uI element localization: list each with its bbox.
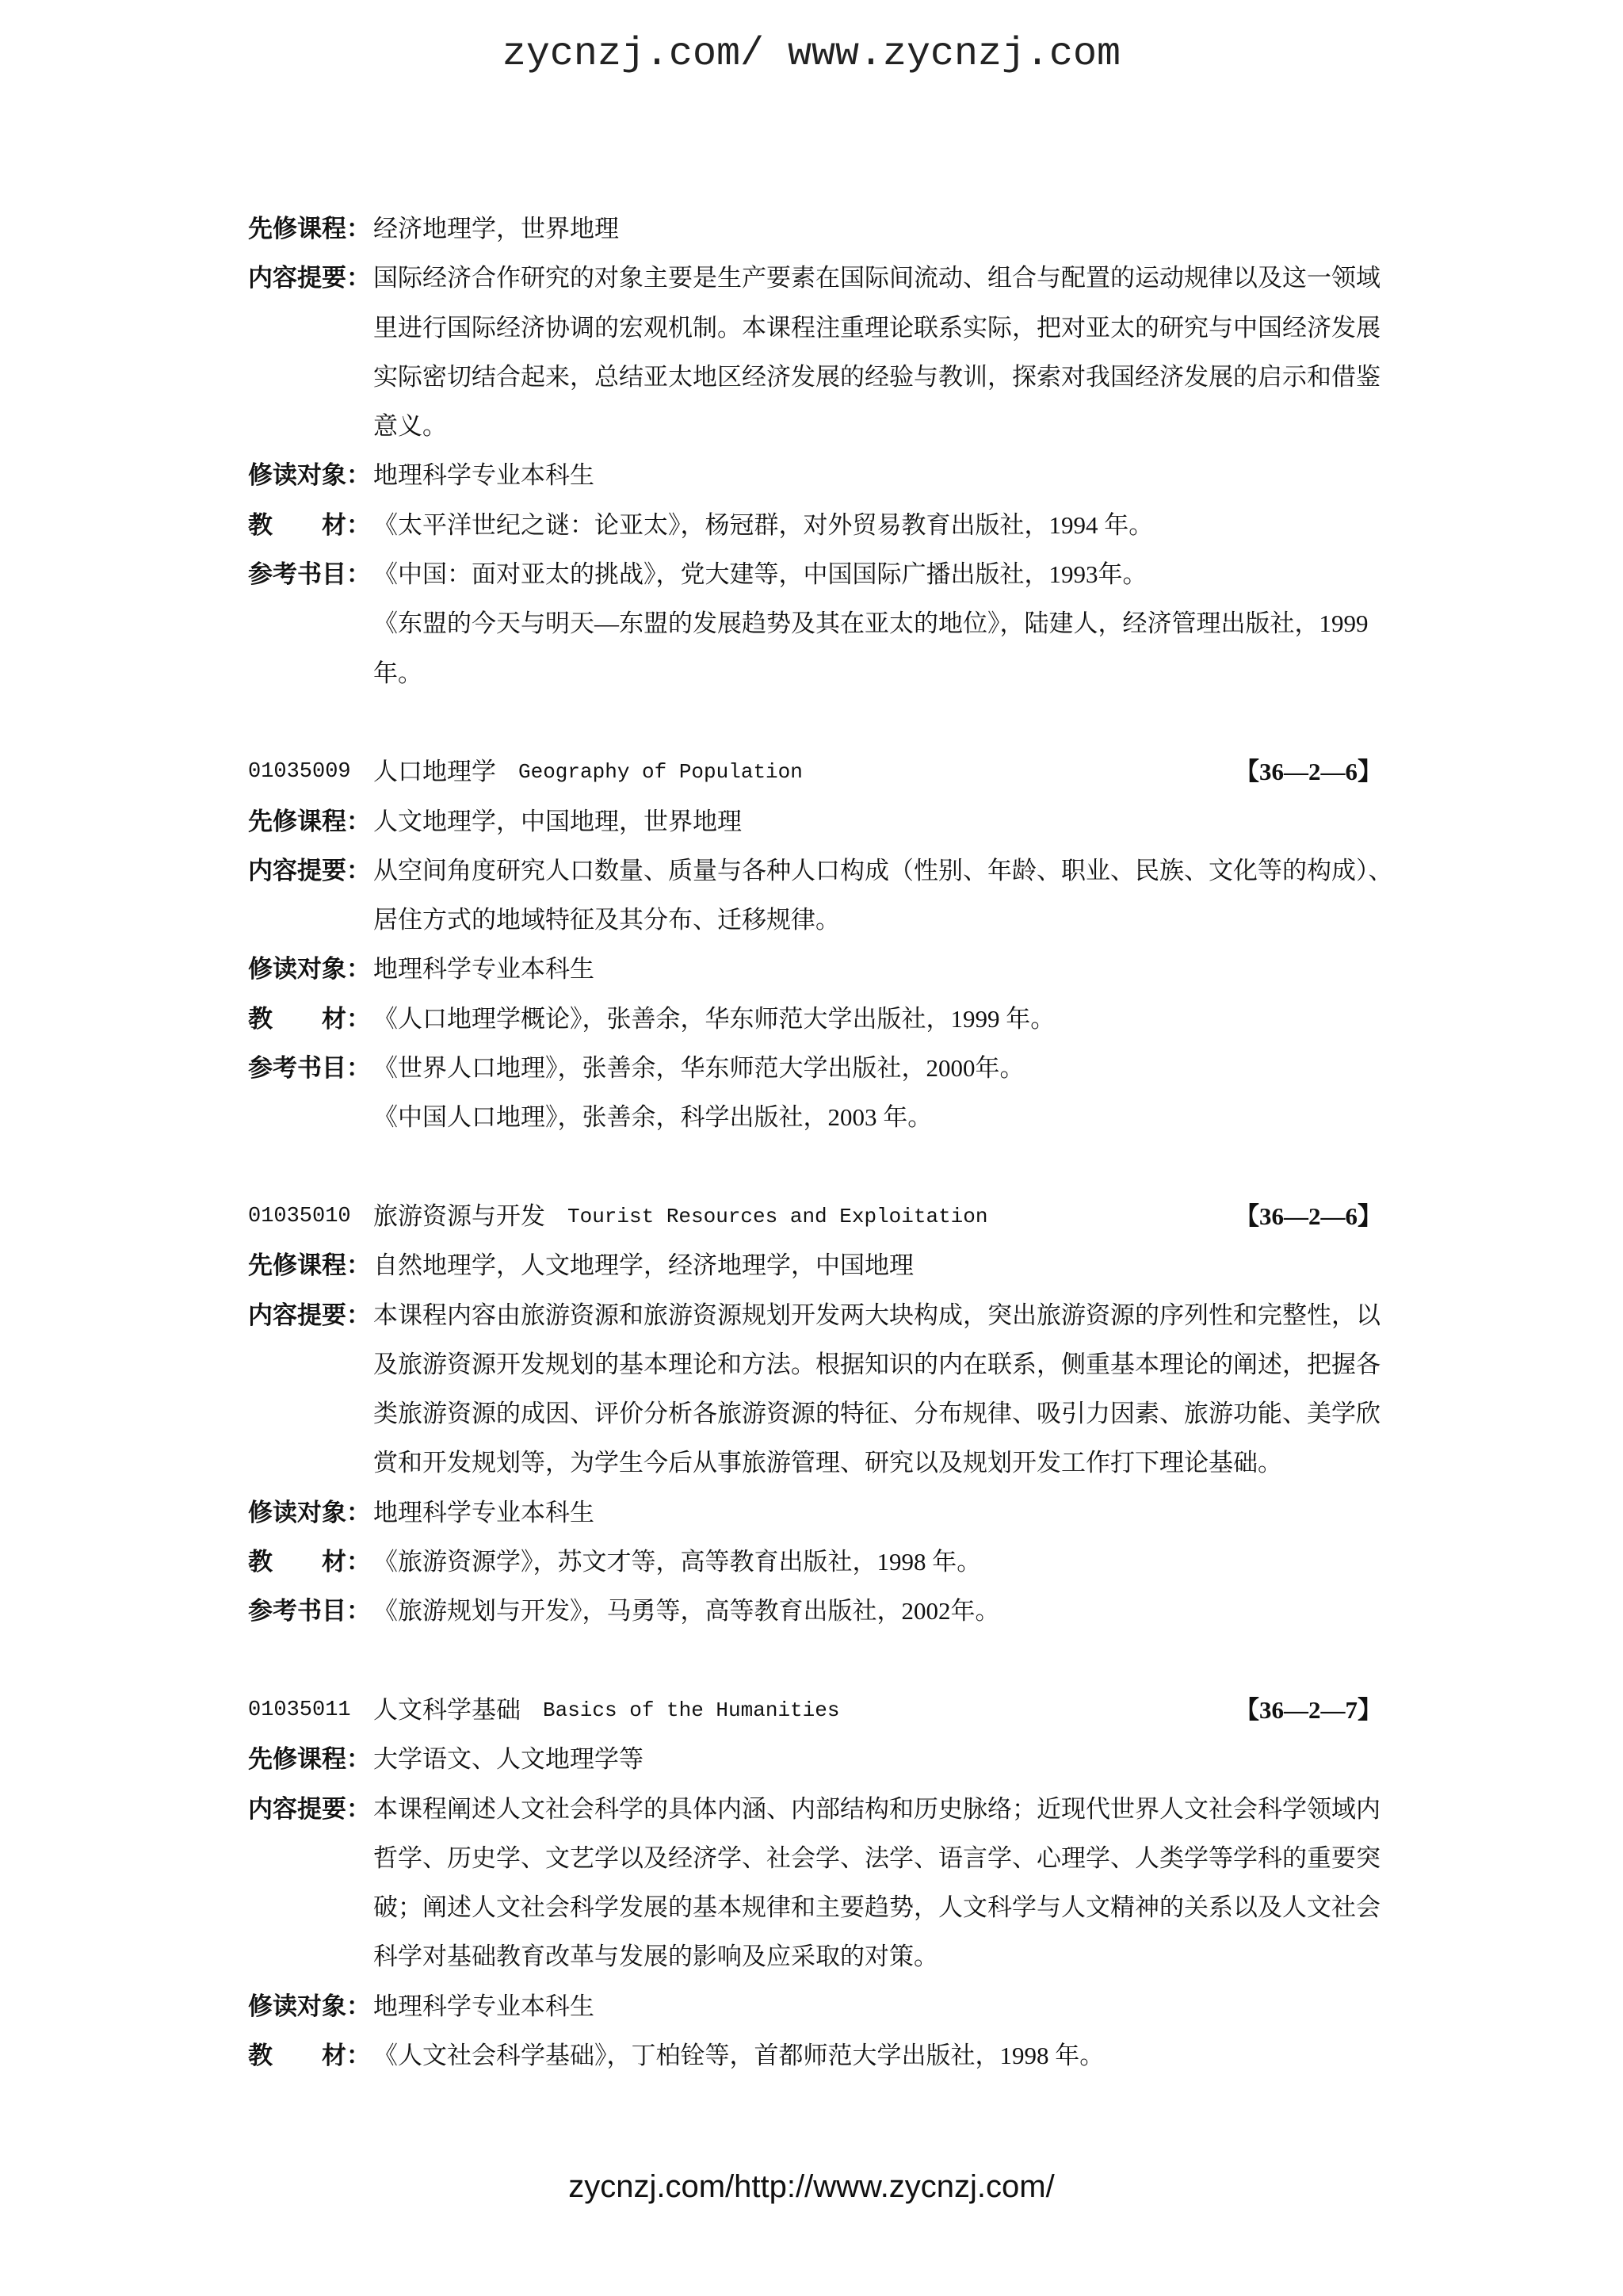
course-entry — [248, 747, 1421, 1142]
course-code: 01035010 — [248, 1204, 351, 1228]
course-catalog — [248, 204, 1421, 2080]
summary-label: 内容提要： — [248, 264, 371, 292]
prerequisite-label: 先修课程： — [248, 1745, 371, 1774]
textbook-row — [248, 995, 1421, 1044]
section-spacer — [248, 1143, 1421, 1192]
course-title-en: Basics of the Humanities — [543, 1698, 840, 1722]
summary-text — [373, 254, 1421, 451]
course-hours: 【36—2—7】 — [1235, 1695, 1382, 1724]
prerequisite-row — [248, 1241, 1421, 1290]
summary-line: 意义。 — [373, 412, 447, 441]
audience-label: 修读对象： — [248, 1992, 371, 2020]
reference-line: 《东盟的今天与明天—东盟的发展趋势及其在亚太的地位》，陆建人，经济管理出版社，1999 — [373, 609, 1369, 638]
prerequisite-value: 自然地理学，人文地理学，经济地理学，中国地理 — [373, 1251, 914, 1280]
course-header — [248, 1192, 1421, 1241]
references-row — [248, 1044, 1421, 1143]
summary-line: 实际密切结合起来，总结亚太地区经济发展的经验与教训，探索对我国经济发展的启示和借鉴 — [373, 362, 1381, 391]
prerequisite-value: 大学语文、人文地理学等 — [373, 1745, 643, 1774]
summary-line: 及旅游资源开发规划的基本理论和方法。根据知识的内在联系，侧重基本理论的阐述，把握各 — [373, 1350, 1381, 1378]
header-watermark: zycnzj.com/ www.zycnzj.com — [502, 32, 1121, 77]
prerequisite-label: 先修课程： — [248, 807, 371, 835]
audience-value: 地理科学专业本科生 — [373, 461, 594, 490]
summary-row — [248, 254, 1421, 451]
references-list — [373, 1587, 1421, 1636]
audience-row — [248, 945, 1421, 994]
summary-line: 居住方式的地域特征及其分布、迁移规律。 — [373, 906, 840, 934]
textbook-label: 教 材： — [248, 1548, 371, 1576]
course-entry — [248, 1192, 1421, 1637]
audience-label: 修读对象： — [248, 1498, 371, 1526]
audience-row — [248, 451, 1421, 500]
references-row — [248, 550, 1421, 698]
summary-label: 内容提要： — [248, 856, 371, 884]
audience-row — [248, 1488, 1421, 1538]
course-title-cn: 人文科学基础 — [373, 1695, 521, 1724]
textbook-value: 《旅游资源学》，苏文才等，高等教育出版社，1998 年。 — [373, 1548, 982, 1576]
audience-value: 地理科学专业本科生 — [373, 1992, 594, 2020]
summary-line: 赏和开发规划等，为学生今后从事旅游管理、研究以及规划开发工作打下理论基础。 — [373, 1449, 1282, 1477]
audience-row — [248, 1982, 1421, 2031]
summary-line: 本课程内容由旅游资源和旅游资源规划开发两大块构成，突出旅游资源的序列性和完整性，以 — [373, 1301, 1381, 1329]
summary-line: 类旅游资源的成因、评价分析各旅游资源的特征、分布规律、吸引力因素、旅游功能、美学欣 — [373, 1400, 1381, 1428]
summary-line: 里进行国际经济协调的宏观机制。本课程注重理论联系实际，把对亚太的研究与中国经济发展 — [373, 313, 1381, 342]
textbook-row — [248, 2031, 1421, 2080]
section-spacer — [248, 1637, 1421, 1686]
reference-line: 《中国人口地理》，张善余，科学出版社，2003 年。 — [373, 1103, 933, 1132]
textbook-value: 《人文社会科学基础》，丁柏铨等，首都师范大学出版社，1998 年。 — [373, 2041, 1105, 2069]
summary-label: 内容提要： — [248, 1301, 371, 1329]
references-label: 参考书目： — [248, 1597, 371, 1626]
course-hours: 【36—2—6】 — [1235, 1201, 1382, 1230]
textbook-label: 教 材： — [248, 1004, 371, 1033]
section-spacer — [248, 698, 1421, 747]
reference-line: 《世界人口地理》，张善余，华东师范大学出版社，2000年。 — [373, 1054, 1025, 1083]
summary-row — [248, 1291, 1421, 1488]
summary-row — [248, 1785, 1421, 1982]
prerequisite-label: 先修课程： — [248, 1251, 371, 1280]
reference-line: 《旅游规划与开发》，马勇等，高等教育出版社，2002年。 — [373, 1597, 1000, 1626]
references-label: 参考书目： — [248, 1054, 371, 1083]
prerequisite-value: 经济地理学，世界地理 — [373, 215, 619, 243]
textbook-value: 《人口地理学概论》，张善余，华东师范大学出版社，1999 年。 — [373, 1004, 1056, 1033]
prerequisite-row — [248, 204, 1421, 254]
textbook-label: 教 材： — [248, 510, 371, 539]
summary-text — [373, 1291, 1421, 1488]
course-entry — [248, 1686, 1421, 2080]
footer-watermark: zycnzj.com/http://www.zycnzj.com/ — [568, 2169, 1055, 2204]
summary-text — [373, 846, 1421, 946]
summary-line: 破；阐述人文社会科学发展的基本规律和主要趋势，人文科学与人文精神的关系以及人文社会 — [373, 1893, 1381, 1922]
audience-value: 地理科学专业本科生 — [373, 1498, 594, 1526]
summary-line: 国际经济合作研究的对象主要是生产要素在国际间流动、组合与配置的运动规律以及这一领域 — [373, 264, 1381, 292]
summary-line: 科学对基础教育改革与发展的影响及应采取的对策。 — [373, 1943, 938, 1971]
summary-line: 本课程阐述人文社会科学的具体内涵、内部结构和历史脉络；近现代世界人文社会科学领域内 — [373, 1794, 1381, 1823]
summary-row — [248, 846, 1421, 946]
textbook-row — [248, 501, 1421, 550]
prerequisite-label: 先修课程： — [248, 215, 371, 243]
course-title-en: Geography of Population — [518, 760, 803, 785]
textbook-value: 《太平洋世纪之谜：论亚太》，杨冠群，对外贸易教育出版社，1994 年。 — [373, 510, 1154, 539]
prerequisite-row — [248, 797, 1421, 846]
reference-line: 《中国：面对亚太的挑战》，党大建等，中国国际广播出版社，1993年。 — [373, 560, 1148, 589]
summary-line: 哲学、历史学、文艺学以及经济学、社会学、法学、语言学、心理学、人类学等学科的重要突 — [373, 1843, 1381, 1872]
prerequisite-value: 人文地理学，中国地理，世界地理 — [373, 807, 742, 835]
course-header — [248, 1686, 1421, 1735]
course-entry-continued — [248, 204, 1421, 698]
audience-value: 地理科学专业本科生 — [373, 955, 594, 984]
references-list — [373, 1044, 1421, 1143]
references-label: 参考书目： — [248, 560, 371, 589]
course-title-cn: 旅游资源与开发 — [373, 1201, 545, 1230]
textbook-row — [248, 1538, 1421, 1587]
prerequisite-row — [248, 1735, 1421, 1784]
course-header — [248, 747, 1421, 797]
course-title-cn: 人口地理学 — [373, 758, 496, 786]
audience-label: 修读对象： — [248, 955, 371, 984]
audience-label: 修读对象： — [248, 461, 371, 490]
course-hours: 【36—2—6】 — [1235, 758, 1382, 786]
course-code: 01035011 — [248, 1698, 351, 1722]
references-row — [248, 1587, 1421, 1636]
course-code: 01035009 — [248, 760, 351, 785]
summary-line: 从空间角度研究人口数量、质量与各种人口构成（性别、年龄、职业、民族、文化等的构成）、 — [373, 856, 1393, 884]
reference-line: 年。 — [373, 659, 422, 687]
course-title-en: Tourist Resources and Exploitation — [567, 1204, 988, 1228]
summary-label: 内容提要： — [248, 1794, 371, 1823]
summary-text — [373, 1785, 1421, 1982]
references-list — [373, 550, 1421, 698]
textbook-label: 教 材： — [248, 2041, 371, 2069]
